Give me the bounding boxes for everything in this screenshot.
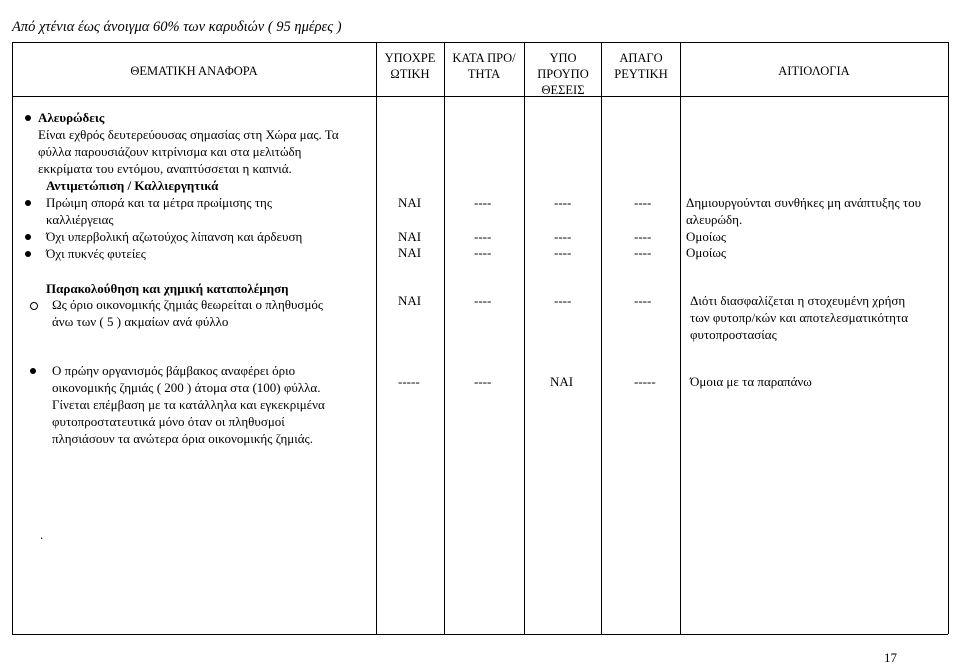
section3-text: Γίνεται επέμβαση με τα κατάλληλα και εγκεκριμένα	[52, 397, 325, 412]
value-ypo: ----	[554, 245, 572, 260]
value-ypo: ----	[554, 229, 572, 244]
header-thematiki: ΘΕΜΑΤΙΚΗ ΑΝΑΦΟΡΑ	[130, 64, 258, 78]
value-aitiologia: Δημιουργούνται συνθήκες μη ανάπτυξης του	[686, 195, 922, 210]
value-apagoreytiki: ----	[634, 293, 652, 308]
column-border	[12, 42, 13, 634]
value-ypo: ----	[554, 293, 572, 308]
value-ypoxreotiki: ΝΑΙ	[398, 293, 422, 308]
value-ypoxreotiki: -----	[398, 374, 420, 389]
column-border	[524, 42, 525, 634]
section1-subheading: Αντιμετώπιση / Καλλιεργητικά	[46, 178, 219, 193]
value-apagoreytiki: ----	[634, 245, 652, 260]
column-border	[680, 42, 681, 634]
value-kata: ----	[474, 374, 492, 389]
bullet	[25, 251, 31, 257]
section2-text: άνω των ( 5 ) ακμαίων ανά φύλλο	[52, 314, 229, 329]
page-number: 17	[884, 650, 897, 665]
section1-intro-line: φύλλα παρουσιάζουν κιτρίνισμα και στα μελιτώδη	[38, 144, 302, 159]
section1-intro-line: εκκρίματα του εντόμου, αναπτύσσεται η καπνιά.	[38, 161, 292, 176]
value-kata: ----	[474, 195, 492, 210]
header-apagoreytiki: ΑΠΑΓΟ ΡΕΥΤΙΚΗ	[614, 51, 668, 81]
value-ypo: ----	[554, 195, 572, 210]
section2-text: Ως όριο οικονομικής ζημιάς θεωρείται ο πληθυσμός	[52, 297, 324, 312]
column-border	[601, 42, 602, 634]
value-ypo: ΝΑΙ	[550, 374, 574, 389]
header-aitiologia: ΑΙΤΙΟΛΟΓΙΑ	[778, 64, 850, 78]
value-apagoreytiki: -----	[634, 374, 656, 389]
section1-row1-text: Πρώιμη σπορά και τα μέτρα πρωίμισης της	[46, 195, 272, 210]
section1-row3-text: Όχι πυκνές φυτείες	[46, 246, 146, 261]
value-aitiologia: Ομοίως	[686, 229, 727, 244]
value-aitiologia: φυτοπροστασίας	[690, 327, 777, 342]
bullet	[25, 200, 31, 206]
bullet	[30, 302, 38, 310]
value-kata: ----	[474, 245, 492, 260]
value-kata: ----	[474, 293, 492, 308]
section4-text: .	[40, 527, 44, 542]
column-border	[376, 42, 377, 634]
document-title: Από χτένια έως άνοιγμα 60% των καρυδιών ( 95 ημέρες )	[12, 19, 342, 35]
value-ypoxreotiki: ΝΑΙ	[398, 195, 422, 210]
section1-row1-text: καλλιέργειας	[46, 212, 114, 227]
section3-text: Ο πρώην οργανισμός βάμβακος αναφέρει όριο	[52, 363, 296, 378]
column-border	[444, 42, 445, 634]
value-kata: ----	[474, 229, 492, 244]
column-border	[948, 42, 949, 634]
bullet	[25, 234, 31, 240]
table-bottom-border	[12, 634, 948, 635]
value-ypoxreotiki: ΝΑΙ	[398, 245, 422, 260]
value-aitiologia: Όμοια με τα παραπάνω	[690, 374, 812, 389]
value-apagoreytiki: ----	[634, 229, 652, 244]
value-ypoxreotiki: ΝΑΙ	[398, 229, 422, 244]
section1-row2-text: Όχι υπερβολική αζωτούχος λίπανση και άρδευση	[46, 229, 303, 244]
value-aitiologia: των φυτοπρ/κών και αποτελεσματικότητα	[690, 310, 909, 325]
value-aitiologia: αλευρώδη.	[686, 212, 743, 227]
table-top-border	[12, 42, 948, 43]
header-bottom-border	[12, 96, 948, 97]
value-aitiologia: Διότι διασφαλίζεται η στοχευμένη χρήση	[690, 293, 906, 308]
value-aitiologia: Ομοίως	[686, 245, 727, 260]
section3-text: φυτοπροστατευτικά μόνο όταν οι πληθυσμοί	[52, 414, 285, 429]
header-ypoxreotiki: ΥΠΟΧΡΕ ΩΤΙΚΗ	[384, 51, 436, 81]
section1-intro-line: Είναι εχθρός δευτερεύουσας σημασίας στη Χώρα μας. Τα	[38, 127, 339, 142]
section1-heading: Αλευρώδεις	[38, 110, 105, 125]
bullet	[30, 368, 36, 374]
section2-heading: Παρακολούθηση και χημική καταπολέμηση	[46, 281, 289, 296]
value-apagoreytiki: ----	[634, 195, 652, 210]
section3-text: οικονομικής ζημιάς ( 200 ) άτομα στα (100) φύλλα.	[52, 380, 321, 395]
header-kata-proteraiotita: ΚΑΤΑ ΠΡΟ/ΤΗΤΑ	[452, 51, 516, 81]
bullet	[25, 115, 31, 121]
header-ypo-proypotheseis: ΥΠΟ ΠΡΟΥΠΟ ΘΕΣΕΙΣ	[537, 51, 589, 97]
section3-text: πλησιάσουν τα ανώτερα όρια οικονομικής ζημιάς.	[52, 431, 313, 446]
